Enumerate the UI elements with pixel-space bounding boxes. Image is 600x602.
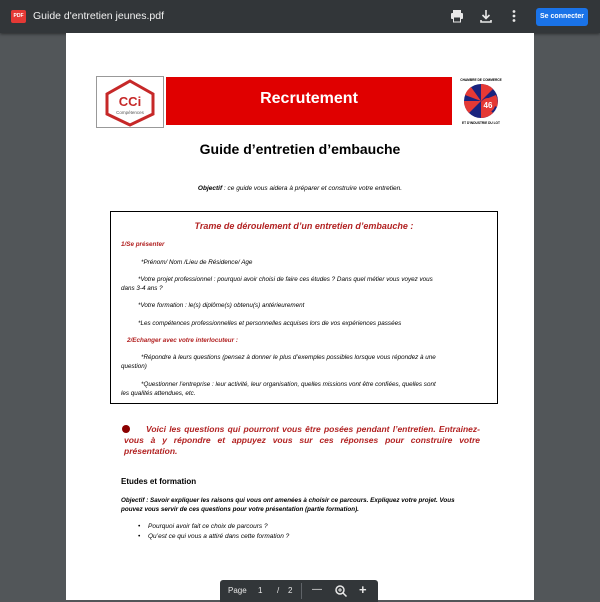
download-icon[interactable] bbox=[478, 8, 494, 24]
outline-item: *Les compétences professionnelles et personnelles acquises lors de vos expériences passées bbox=[138, 320, 402, 327]
svg-text:CHAMBRE DE COMMERCE: CHAMBRE DE COMMERCE bbox=[460, 78, 502, 82]
question-item: • Pourquoi avoir fait ce choix de parcours ? bbox=[148, 523, 268, 530]
banner-title: Recrutement bbox=[260, 90, 358, 107]
page-number-input[interactable]: 1 bbox=[258, 586, 263, 595]
viewer-toolbar bbox=[0, 0, 600, 33]
outline-title: Trame de déroulement d’un entretien d’embauche : bbox=[194, 221, 414, 231]
questions-intro: Voici les questions qui pourront vous être posées pendant l’entretien. Entrainez-vous à y répondre et appuyez vous sur ces réponses pour construire votre présentation. bbox=[124, 424, 480, 456]
file-title: Guide d'entretien jeunes.pdf bbox=[33, 10, 165, 22]
print-icon[interactable] bbox=[449, 8, 465, 24]
outline-item: *Votre projet professionnel : pourquoi avoir choisi de faire ces études ? Dans quel métier vous voyez vous bbox=[138, 276, 433, 283]
interview-outline-box bbox=[110, 211, 498, 404]
cci-logo-text: CCi bbox=[118, 94, 142, 109]
divider bbox=[301, 583, 302, 599]
chamber-commerce-logo bbox=[454, 76, 508, 126]
page-label: Page bbox=[228, 586, 247, 595]
outline-section-2: 2/Echanger avec votre interlocuteur : bbox=[127, 337, 238, 344]
cci-hexagon-icon bbox=[97, 77, 163, 127]
objective-text: : ce guide vous aidera à préparer et construire votre entretien. bbox=[222, 185, 403, 192]
document-title: Guide d’entretien d’embauche bbox=[199, 141, 401, 157]
svg-text:ET D'INDUSTRIE DU LOT: ET D'INDUSTRIE DU LOT bbox=[462, 121, 500, 125]
zoom-in-button[interactable]: + bbox=[359, 582, 367, 597]
outline-item-cont: dans 3-4 ans ? bbox=[121, 285, 163, 292]
outline-item: *Prénom/ Nom /Lieu de Résidence/ Age bbox=[141, 259, 253, 266]
outline-item: *Votre formation : le(s) diplôme(s) obtenu(s) antérieurement bbox=[138, 302, 305, 309]
cci-logo bbox=[96, 76, 164, 128]
more-options-icon[interactable] bbox=[506, 8, 522, 24]
question-item: • Qu’est ce qui vous a attiré dans cette formation ? bbox=[148, 533, 289, 540]
zoom-fit-icon[interactable] bbox=[334, 584, 348, 598]
sign-in-button[interactable]: Se connecter bbox=[536, 8, 588, 26]
outline-section-1: 1/Se présenter bbox=[121, 241, 165, 248]
outline-item-cont: les qualités attendues, etc. bbox=[121, 390, 196, 397]
svg-text:46: 46 bbox=[483, 101, 493, 110]
document-objective bbox=[66, 185, 534, 192]
pdf-page bbox=[66, 33, 534, 600]
objective-label: Objectif bbox=[197, 185, 223, 192]
outline-item-cont: question) bbox=[121, 363, 147, 370]
page-separator: / bbox=[277, 586, 280, 595]
page-total: 2 bbox=[288, 586, 293, 595]
section-heading: Etudes et formation bbox=[121, 477, 197, 486]
pdf-file-icon: PDF bbox=[11, 10, 26, 23]
outline-item: *Questionner l’entreprise : leur activité, leur organisation, quelles missions vont être confiées, quelles sont bbox=[141, 381, 436, 388]
chamber-emblem-icon bbox=[454, 76, 508, 126]
page-zoom-controls bbox=[220, 580, 378, 602]
outline-item: *Répondre à leurs questions (pensez à donner le plus d’exemples possibles lorsque vous répondez à une bbox=[141, 354, 436, 361]
cci-logo-subtext: Compétences bbox=[116, 110, 144, 115]
recruitment-banner bbox=[166, 77, 452, 125]
section-objective: Objectif : Savoir expliquer les raisons qui vous ont amenées à choisir ce parcours. Expliquez votre projet. Vous pouvez vous servir de ces questions pour votre présentation (partie formation). bbox=[121, 497, 455, 513]
zoom-out-button[interactable]: — bbox=[312, 584, 322, 595]
